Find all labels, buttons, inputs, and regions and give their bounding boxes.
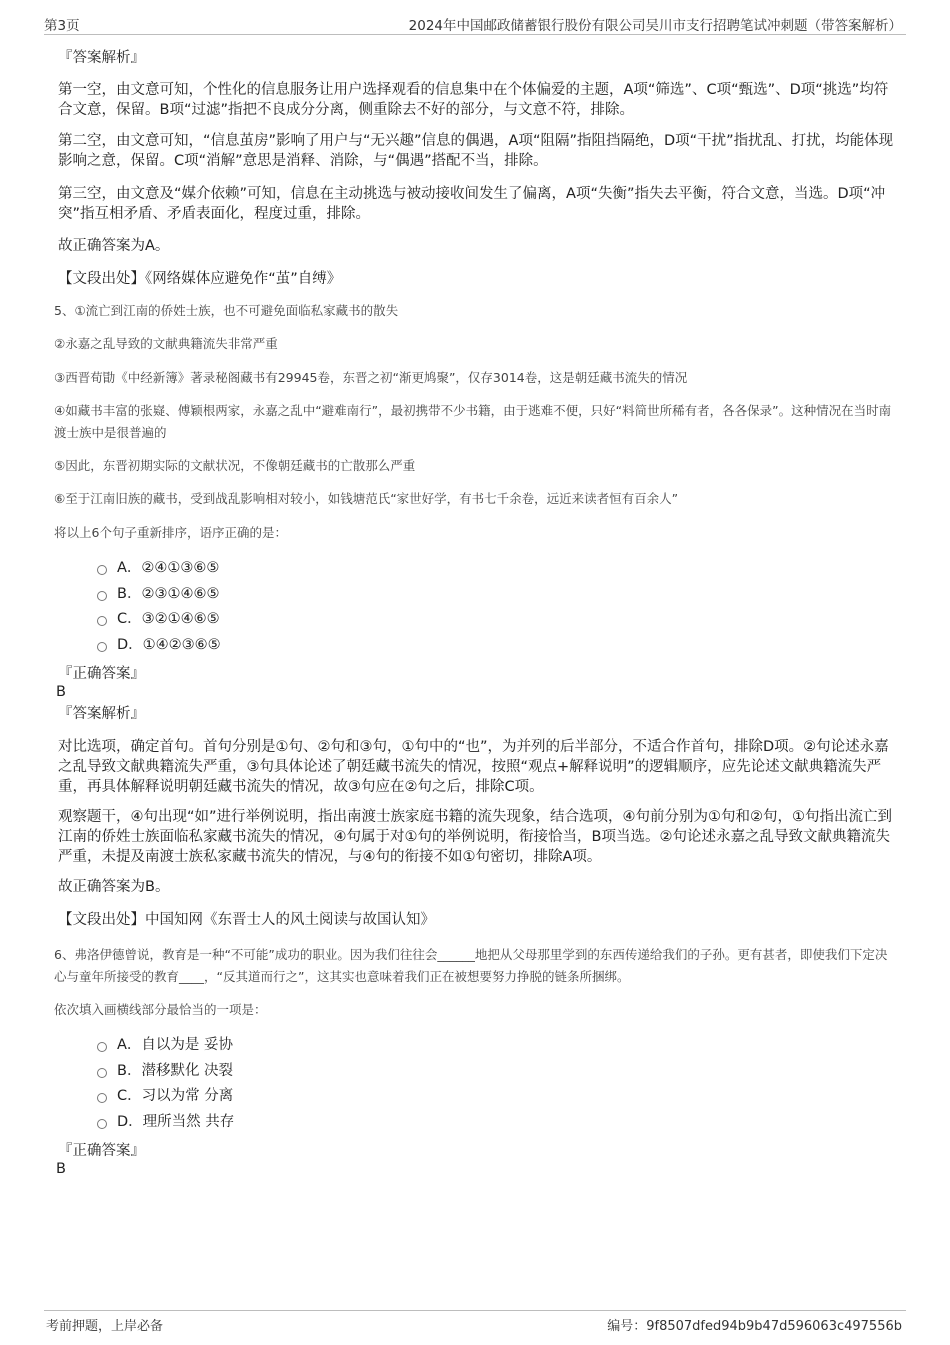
q6-option-a[interactable] bbox=[97, 1035, 233, 1055]
option-letter: A． bbox=[117, 560, 142, 576]
q6-option-d[interactable] bbox=[97, 1112, 234, 1132]
option-letter: B． bbox=[117, 586, 142, 602]
q5-option-a[interactable] bbox=[97, 558, 219, 578]
q5-sentence-6: ⑥至于江南旧族的藏书，受到战乱影响相对较小，如钱塘范氏“家世好学，有书七千余卷，远近来读者恒有百余人” bbox=[54, 491, 679, 506]
q5-conclusion: 故正确答案为B。 bbox=[58, 879, 170, 895]
q5-source: 【文段出处】中国知网《东晋士人的风土阅读与故国认知》 bbox=[58, 912, 435, 928]
option-text: 习以为常 分离 bbox=[141, 1088, 234, 1104]
q4-analysis-paragraph-1: 第一空，由文意可知，个性化的信息服务让用户选择观看的信息集中在个体偏爱的主题，A项“筛选”、C项“甄选”、D项“挑选”均符合文意，保留。B项“过滤”指把不良成分分离，侧重除去不好的部分，与文意不符，排除。 bbox=[58, 82, 889, 118]
q5-sentence-2: ②永嘉之乱导致的文献典籍流失非常严重 bbox=[54, 336, 278, 351]
q6-option-b[interactable] bbox=[97, 1061, 233, 1081]
option-text: 理所当然 共存 bbox=[142, 1114, 235, 1130]
q6-answer-label: 『正确答案』 bbox=[58, 1143, 145, 1159]
option-letter: D． bbox=[117, 1114, 143, 1130]
q4-analysis-label: 『答案解析』 bbox=[58, 50, 145, 66]
q5-analysis-paragraph-2: 观察题干，④句出现“如”进行举例说明，指出南渡士族家庭书籍的流失现象，结合选项，④句前分别为①句和②句，①句指出流亡到江南的侨姓士族面临私家藏书流失的情况，④句属于对①句的举例说明，衔接恰当，B项当选。②句论述永嘉之乱导致文献典籍流失严重，未提及南渡士族私家藏书流失的情况，与④句的衔接不如①句密切，排除A项。 bbox=[58, 809, 893, 865]
radio-button-icon[interactable] bbox=[97, 616, 107, 626]
page-footer bbox=[44, 1310, 906, 1335]
q6-answer: B bbox=[56, 1161, 66, 1177]
q5-option-c[interactable] bbox=[97, 609, 220, 629]
q5-analysis-paragraph-1: 对比选项，确定首句。首句分别是①句、②句和③句，①句中的“也”，为并列的后半部分，不适合作首句，排除D项。②句论述永嘉之乱导致文献典籍流失严重，③句具体论述了朝廷藏书流失的情况，按照“观点+解释说明”的逻辑顺序，应先论述文献典籍流失严重，再具体解释说明朝廷藏书流失的情况，故③句应在②句之后，排除C项。 bbox=[58, 739, 889, 795]
option-letter: C． bbox=[117, 1088, 142, 1104]
q4-source: 【文段出处】《网络媒体应避免作“茧”自缚》 bbox=[58, 271, 342, 287]
q5-sentence-5: ⑤因此，东晋初期实际的文献状况，不像朝廷藏书的亡散那么严重 bbox=[54, 458, 416, 473]
option-letter: A． bbox=[117, 1037, 142, 1053]
q5-answer: B bbox=[56, 684, 66, 700]
radio-button-icon[interactable] bbox=[97, 1042, 107, 1052]
radio-button-icon[interactable] bbox=[97, 565, 107, 575]
option-letter: C． bbox=[117, 611, 142, 627]
page-number: 第3页 bbox=[44, 18, 80, 34]
q5-answer-label: 『正确答案』 bbox=[58, 666, 145, 682]
option-letter: B． bbox=[117, 1063, 142, 1079]
option-text: 潜移默化 决裂 bbox=[141, 1063, 234, 1079]
q6-stem: 6、弗洛伊德曾说，教育是一种“不可能”成功的职业。因为我们往往会______地把从父母那里学到的东西传递给我们的子孙。更有甚者，即使我们下定决心与童年所接受的教育____，“反其道而行之”，这其实也意味着我们正在被想要努力挣脱的链条所捆绑。 bbox=[54, 947, 888, 984]
radio-button-icon[interactable] bbox=[97, 591, 107, 601]
option-text: ①④②③⑥⑤ bbox=[142, 637, 221, 653]
option-text: ②③①④⑥⑤ bbox=[141, 586, 220, 602]
option-text: ②④①③⑥⑤ bbox=[141, 560, 220, 576]
q5-sentence-4: ④如藏书丰富的张嶷、傅颖根两家，永嘉之乱中“避难南行”，最初携带不少书籍，由于逃难不便，只好“料简世所稀有者，各各保录”。这种情况在当时南渡士族中是很普遍的 bbox=[54, 403, 892, 440]
document-id: 编号：9f8507dfed94b9b47d596063c497556b bbox=[607, 1319, 902, 1334]
q6-option-c[interactable] bbox=[97, 1086, 233, 1106]
option-letter: D． bbox=[117, 637, 143, 653]
q5-prompt: 将以上6个句子重新排序，语序正确的是： bbox=[54, 525, 287, 540]
q5-sentence-1: 5、①流亡到江南的侨姓士族，也不可避免面临私家藏书的散失 bbox=[54, 303, 399, 318]
radio-button-icon[interactable] bbox=[97, 642, 107, 652]
q5-analysis-label: 『答案解析』 bbox=[58, 706, 145, 722]
option-text: 自以为是 妥协 bbox=[141, 1037, 234, 1053]
q4-analysis-paragraph-3: 第三空，由文意及“媒介依赖”可知，信息在主动挑选与被动接收间发生了偏离，A项“失衡”指失去平衡，符合文意，当选。D项“冲突”指互相矛盾、矛盾表面化，程度过重，排除。 bbox=[58, 186, 886, 222]
radio-button-icon[interactable] bbox=[97, 1093, 107, 1103]
document-title: 2024年中国邮政储蓄银行股份有限公司吴川市支行招聘笔试冲刺题（带答案解析） bbox=[408, 18, 902, 34]
q6-prompt: 依次填入画横线部分最恰当的一项是： bbox=[54, 1002, 267, 1017]
q5-option-b[interactable] bbox=[97, 584, 219, 604]
q5-option-d[interactable] bbox=[97, 635, 221, 655]
q4-conclusion: 故正确答案为A。 bbox=[58, 238, 170, 254]
q5-sentence-3: ③西晋荀勖《中经新簿》著录秘阁藏书有29945卷，东晋之初“渐更鸠聚”，仅存3014卷，这是朝廷藏书流失的情况 bbox=[54, 370, 688, 385]
footer-slogan: 考前押题，上岸必备 bbox=[46, 1319, 164, 1334]
page-header bbox=[44, 14, 906, 35]
radio-button-icon[interactable] bbox=[97, 1119, 107, 1129]
radio-button-icon[interactable] bbox=[97, 1068, 107, 1078]
q4-analysis-paragraph-2: 第二空，由文意可知，“信息茧房”影响了用户与“无兴趣”信息的偶遇，A项“阻隔”指阻挡隔绝，D项“干扰”指扰乱、打扰，均能体现影响之意，保留。C项“消解”意思是消释、消除，与“偶遇”搭配不当，排除。 bbox=[58, 133, 894, 169]
option-text: ③②①④⑥⑤ bbox=[141, 611, 220, 627]
